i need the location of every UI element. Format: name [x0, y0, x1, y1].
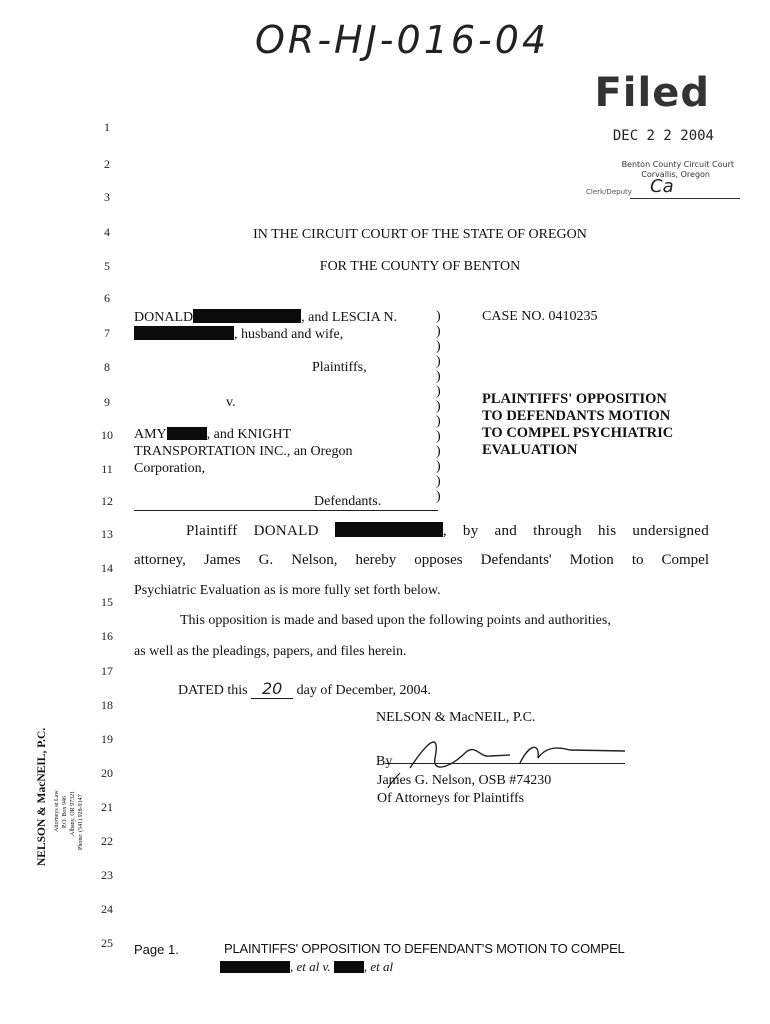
caption-parenthesis: ) [436, 384, 441, 399]
document-title-line: TO COMPEL PSYCHIATRIC [482, 425, 674, 441]
caption-versus: v. [226, 395, 236, 410]
sidebar-line-2: P.O. Box 946 [62, 795, 68, 828]
defendant-first-name: AMY [134, 427, 167, 442]
caption-parenthesis: ) [436, 354, 441, 369]
filed-stamp-court: Benton County Circuit Court [621, 160, 734, 169]
footer-caption [220, 959, 393, 975]
redaction-bar [134, 326, 234, 340]
caption-plaintiffs-role: Plaintiffs, [312, 360, 367, 375]
line-number: 21 [101, 800, 113, 814]
caption-parenthesis: ) [436, 399, 441, 414]
filed-stamp [570, 70, 740, 205]
caption-parenthesis: ) [436, 309, 441, 324]
dated-line [178, 679, 431, 699]
line-number: 2 [104, 157, 110, 171]
line-number: 5 [104, 259, 110, 273]
footer-caption-mid: , et al v. [290, 959, 331, 974]
redaction-bar [220, 961, 290, 973]
plaintiff-1-suffix: , and LESCIA N. [301, 310, 398, 325]
body-plaintiff-name: Plaintiff DONALD [186, 523, 319, 539]
line-number: 14 [101, 561, 113, 575]
redaction-bar [334, 961, 364, 973]
signature-of-attorneys: Of Attorneys for Plaintiffs [377, 791, 525, 806]
signature-attorney-name: James G. Nelson, OSB #74230 [377, 773, 552, 788]
line-number: 1 [104, 120, 110, 134]
body-paragraph-2-line-1: This opposition is made and based upon the following points and authorities, [180, 613, 611, 628]
county-heading: FOR THE COUNTY OF BENTON [319, 259, 521, 274]
caption-parenthesis: ) [436, 324, 441, 339]
document-title-line: TO DEFENDANTS MOTION [482, 408, 671, 424]
line-number: 8 [104, 360, 110, 374]
caption-parenthesis: ) [436, 429, 441, 444]
document-title [482, 391, 673, 459]
clerk-initials-signature: Ca [650, 176, 674, 197]
handwritten-case-code: OR-HJ-016-04 [255, 18, 550, 62]
body-paragraph-2-line-2: as well as the pleadings, papers, and files herein. [134, 644, 407, 659]
court-heading: IN THE CIRCUIT COURT OF THE STATE OF OREGON [253, 227, 587, 242]
plaintiff-2-suffix: , husband and wife, [234, 327, 344, 342]
line-number: 9 [104, 395, 110, 409]
line-number: 20 [101, 766, 113, 780]
filed-stamp-clerk-line [630, 198, 740, 199]
caption-parenthesis: ) [436, 489, 441, 504]
body-paragraph-1-line-3: Psychiatric Evaluation as is more fully set forth below. [134, 583, 441, 598]
filed-stamp-city: Corvallis, Oregon [641, 170, 710, 179]
line-number: 23 [101, 868, 113, 882]
line-number: 4 [104, 225, 110, 239]
sidebar-line-1: Attorneys at Law [54, 790, 60, 832]
caption-plaintiff-2 [134, 326, 343, 343]
line-number: 22 [101, 834, 113, 848]
signature-by: By [376, 754, 393, 769]
footer-title: PLAINTIFFS' OPPOSITION TO DEFENDANT'S MOTION TO COMPEL [224, 941, 625, 956]
line-number: 6 [104, 291, 110, 305]
dated-day: 20 [251, 679, 293, 699]
signature-line [385, 763, 625, 764]
filed-stamp-date: DEC 2 2 2004 [612, 128, 714, 144]
filed-stamp-clerk: Clerk/Deputy [586, 188, 632, 196]
line-number: 13 [101, 527, 113, 541]
caption-parenthesis: ) [436, 459, 441, 474]
caption-parenthesis: ) [436, 444, 441, 459]
plaintiff-1-first-name: DONALD [134, 310, 194, 325]
caption-defendant-2: TRANSPORTATION INC., an Oregon [134, 444, 353, 459]
document-title-line: PLAINTIFFS' OPPOSITION [482, 391, 667, 407]
case-number: CASE NO. 0410235 [482, 309, 598, 324]
line-number: 15 [101, 595, 113, 609]
sidebar-firm-name: NELSON & MacNEIL, P.C. [36, 727, 48, 866]
line-number: 25 [101, 936, 113, 950]
line-number: 17 [101, 664, 113, 678]
caption-defendant-3: Corporation, [134, 461, 206, 476]
line-number: 12 [101, 494, 113, 508]
caption-underline [134, 510, 438, 511]
footer-caption-end: , et al [363, 959, 394, 974]
dated-suffix: day of December, 2004. [296, 683, 431, 698]
body-paragraph-1-line-1 [134, 522, 709, 540]
line-number: 18 [101, 698, 113, 712]
signature-firm: NELSON & MacNEIL, P.C. [376, 710, 536, 725]
redaction-bar [335, 522, 443, 537]
line-number: 16 [101, 629, 113, 643]
line-number: 24 [101, 902, 113, 916]
document-title-line: EVALUATION [482, 442, 578, 458]
body-line-1-suffix: , by and through his undersigned [442, 523, 709, 539]
caption-parenthesis: ) [436, 369, 441, 384]
defendant-suffix: , and KNIGHT [206, 427, 292, 442]
sidebar-line-3: Albany, OR 97321 [70, 790, 76, 836]
redaction-bar [193, 309, 301, 323]
caption-defendant-1 [134, 427, 291, 443]
line-number: 19 [101, 732, 113, 746]
redaction-bar [167, 427, 207, 440]
dated-prefix: DATED this [178, 683, 248, 698]
caption-parenthesis: ) [436, 339, 441, 354]
body-paragraph-1-line-2: attorney, James G. Nelson, hereby opposes Defendants' Motion to Compel [134, 552, 709, 568]
line-number: 7 [104, 326, 110, 340]
caption-parenthesis: ) [436, 474, 441, 489]
caption-plaintiff-1 [134, 309, 397, 326]
line-number: 3 [104, 190, 110, 204]
sidebar-line-4: Phone: (541) 928-9147 [78, 794, 84, 850]
caption-defendants-role: Defendants. [314, 494, 382, 509]
caption-parenthesis: ) [436, 414, 441, 429]
line-number: 10 [101, 428, 113, 442]
footer-page-number: Page 1. [134, 942, 179, 957]
filed-stamp-word: Filed [594, 70, 710, 116]
line-number: 11 [101, 462, 113, 476]
